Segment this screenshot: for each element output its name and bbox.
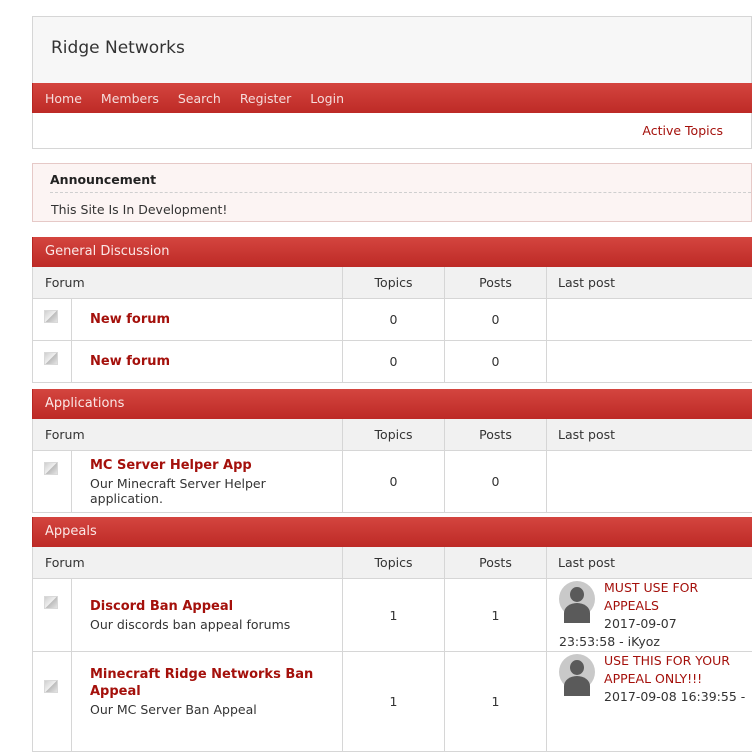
forum-link[interactable]: MC Server Helper App [90,457,342,474]
welcome-bar [32,113,752,149]
forum-row [33,299,752,341]
column-forum: Forum [33,419,343,451]
forum-status-icon [44,310,58,323]
forum-name-cell [72,652,343,752]
category-title: Appeals [32,517,752,547]
forum-last-post [547,579,752,652]
forum-link[interactable]: New forum [90,353,342,370]
board-header [32,16,752,83]
forum-table [32,267,752,383]
announcement-box [32,163,752,222]
announcement-divider [50,192,751,193]
column-posts: Posts [445,547,547,579]
main-navigation [32,83,752,113]
column-posts: Posts [445,419,547,451]
forum-status-cell [33,451,72,513]
forum-posts-count: 0 [445,299,547,341]
column-forum: Forum [33,547,343,579]
category-applications [32,389,752,513]
last-post-time-user: 2017-09-08 16:39:55 - [604,689,745,704]
forum-posts-count: 1 [445,652,547,752]
forum-topics-count: 0 [343,341,445,383]
forum-last-post [547,299,752,341]
forum-row [33,341,752,383]
user-avatar-icon[interactable] [559,581,595,617]
column-last-post: Last post [547,547,752,579]
forum-posts-count: 0 [445,451,547,513]
forum-name-cell [72,299,343,341]
table-header-row [33,547,752,579]
table-header-row [33,419,752,451]
category-title: General Discussion [32,237,752,267]
nav-members-link[interactable]: Members [101,91,159,106]
column-last-post: Last post [547,419,752,451]
nav-search-link[interactable]: Search [178,91,221,106]
forum-status-icon [44,462,58,475]
forum-status-cell [33,341,72,383]
forum-last-post [547,451,752,513]
forum-name-cell [72,341,343,383]
forum-table [32,547,752,752]
announcement-text: This Site Is In Development! [51,202,227,217]
category-title: Applications [32,389,752,419]
column-topics: Topics [343,419,445,451]
forum-topics-count: 0 [343,299,445,341]
forum-name-cell [72,579,343,652]
forum-status-icon [44,596,58,609]
forum-description: Our Minecraft Server Helper application. [90,476,342,506]
forum-name-cell [72,451,343,513]
table-header-row [33,267,752,299]
nav-login-link[interactable]: Login [310,91,344,106]
column-posts: Posts [445,267,547,299]
forum-link[interactable]: Minecraft Ridge Networks Ban Appeal [90,666,342,700]
nav-home-link[interactable]: Home [45,91,82,106]
forum-description: Our discords ban appeal forums [90,617,342,632]
column-last-post: Last post [547,267,752,299]
user-avatar-icon[interactable] [559,654,595,690]
category-appeals [32,517,752,752]
forum-posts-count: 0 [445,341,547,383]
forum-status-cell [33,299,72,341]
last-post-link[interactable]: MUST USE FOR APPEALS [604,580,698,613]
last-post-link[interactable]: USE THIS FOR YOUR APPEAL ONLY!!! [604,653,730,686]
forum-link[interactable]: New forum [90,311,342,328]
forum-link[interactable]: Discord Ban Appeal [90,598,342,615]
active-topics-link[interactable]: Active Topics [642,123,723,138]
forum-description: Our MC Server Ban Appeal [90,702,342,717]
forum-status-icon [44,352,58,365]
column-topics: Topics [343,547,445,579]
forum-row [33,451,752,513]
forum-table [32,419,752,513]
category-general-discussion [32,237,752,383]
forum-last-post [547,652,752,752]
forum-status-cell [33,652,72,752]
announcement-title: Announcement [50,172,156,187]
forum-last-post [547,341,752,383]
forum-posts-count: 1 [445,579,547,652]
forum-status-icon [44,680,58,693]
forum-topics-count: 1 [343,652,445,752]
column-topics: Topics [343,267,445,299]
last-post-time-user: 23:53:58 - iKyoz [559,634,660,649]
column-forum: Forum [33,267,343,299]
forum-topics-count: 0 [343,451,445,513]
forum-status-cell [33,579,72,652]
forum-row [33,652,752,752]
forum-row [33,579,752,652]
last-post-date: 2017-09-07 [604,616,677,631]
board-title: Ridge Networks [51,38,185,58]
nav-register-link[interactable]: Register [240,91,291,106]
forum-topics-count: 1 [343,579,445,652]
